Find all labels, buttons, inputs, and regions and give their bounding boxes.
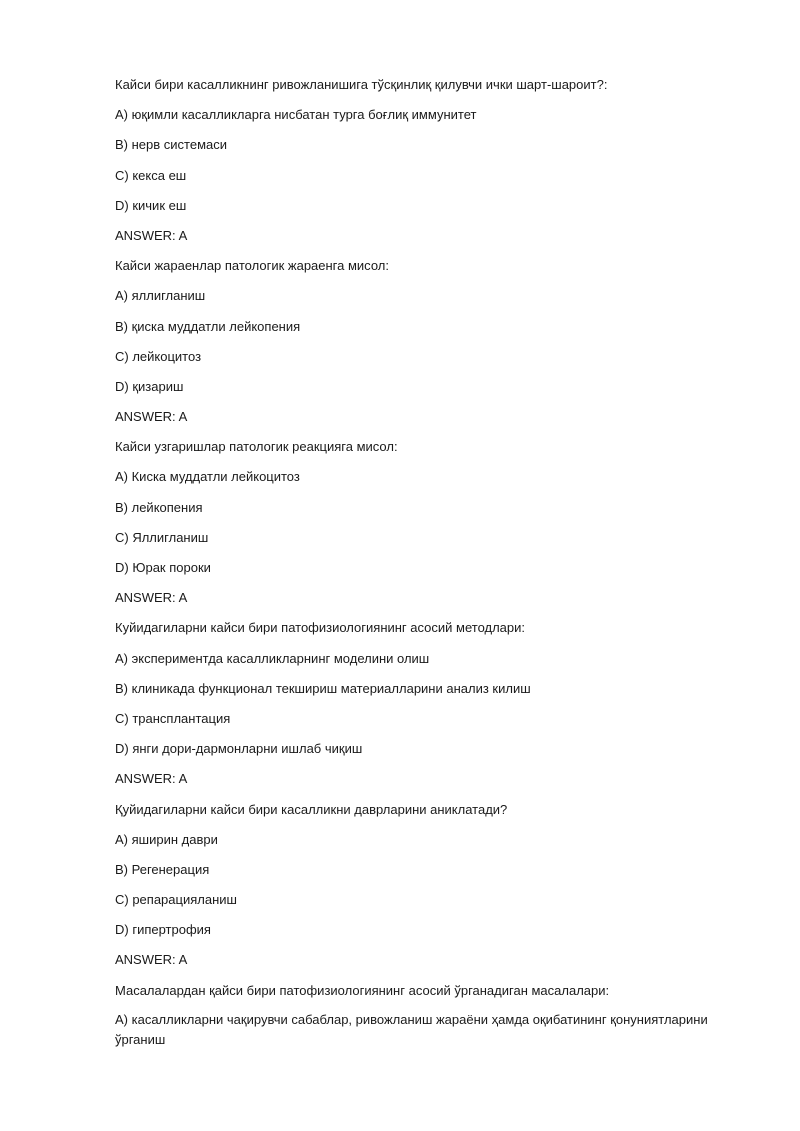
- answer-option: B) лейкопения: [115, 499, 203, 515]
- question-text: Кайси узгаришлар патологик реакцияга мисол:: [115, 439, 398, 455]
- answer-option: C) Яллигланиш: [115, 529, 209, 545]
- answer-option: B) Регенерация: [115, 861, 210, 877]
- answer-key: ANSWER: A: [115, 952, 188, 968]
- answer-option: A) яширин даври: [115, 831, 218, 847]
- answer-option: C) трансплантация: [115, 710, 231, 726]
- answer-option: B) нерв системаси: [115, 137, 227, 153]
- answer-option: C) лейкоцитоз: [115, 348, 202, 364]
- answer-option: A) яллигланиш: [115, 288, 206, 304]
- answer-option: A) касалликларни чақирувчи сабаблар, ривожланиш жараёни ҳамда оқибатининг қонуниятларини ўрганиш: [115, 1011, 708, 1047]
- question-text: Куйидагиларни кайси бири патофизиологиянинг асосий методлари:: [115, 620, 526, 636]
- document-body: [115, 76, 745, 1050]
- answer-option: D) қизариш: [115, 378, 184, 394]
- answer-option: C) кекса еш: [115, 167, 187, 183]
- answer-key: ANSWER: A: [115, 227, 188, 243]
- answer-option: C) репарацияланиш: [115, 892, 237, 908]
- answer-option: A) Киска муддатли лейкоцитоз: [115, 469, 300, 485]
- answer-option: D) Юрак пороки: [115, 560, 211, 575]
- answer-option: B) клиникада функционал текшириш материалларини анализ килиш: [115, 680, 531, 696]
- answer-option: D) гипертрофия: [115, 922, 211, 938]
- question-text: Кайси жараенлар патологик жараенга мисол:: [115, 258, 389, 274]
- question-text: Кайси бири касалликнинг ривожланишига тўсқинлиқ қилувчи ички шарт-шароит?:: [115, 77, 608, 92]
- answer-option: B) қиска муддатли лейкопения: [115, 318, 301, 334]
- answer-option: D) янги дори-дармонларни ишлаб чиқиш: [115, 741, 363, 757]
- answer-key: ANSWER: A: [115, 590, 188, 606]
- answer-option: A) юқимли касалликларга нисбатан турга боғлиқ иммунитет: [115, 107, 477, 123]
- answer-option: A) экспериментда касалликларнинг моделини олиш: [115, 650, 430, 666]
- answer-option: D) кичик еш: [115, 197, 187, 213]
- question-text: Қуйидагиларни кайси бири касалликни даврларини аниклатади?: [115, 801, 508, 817]
- answer-key: ANSWER: A: [115, 771, 188, 787]
- question-text: Масалалардан қайси бири патофизиологиянинг асосий ўрганадиган масалалари:: [115, 982, 610, 998]
- answer-key: ANSWER: A: [115, 409, 188, 425]
